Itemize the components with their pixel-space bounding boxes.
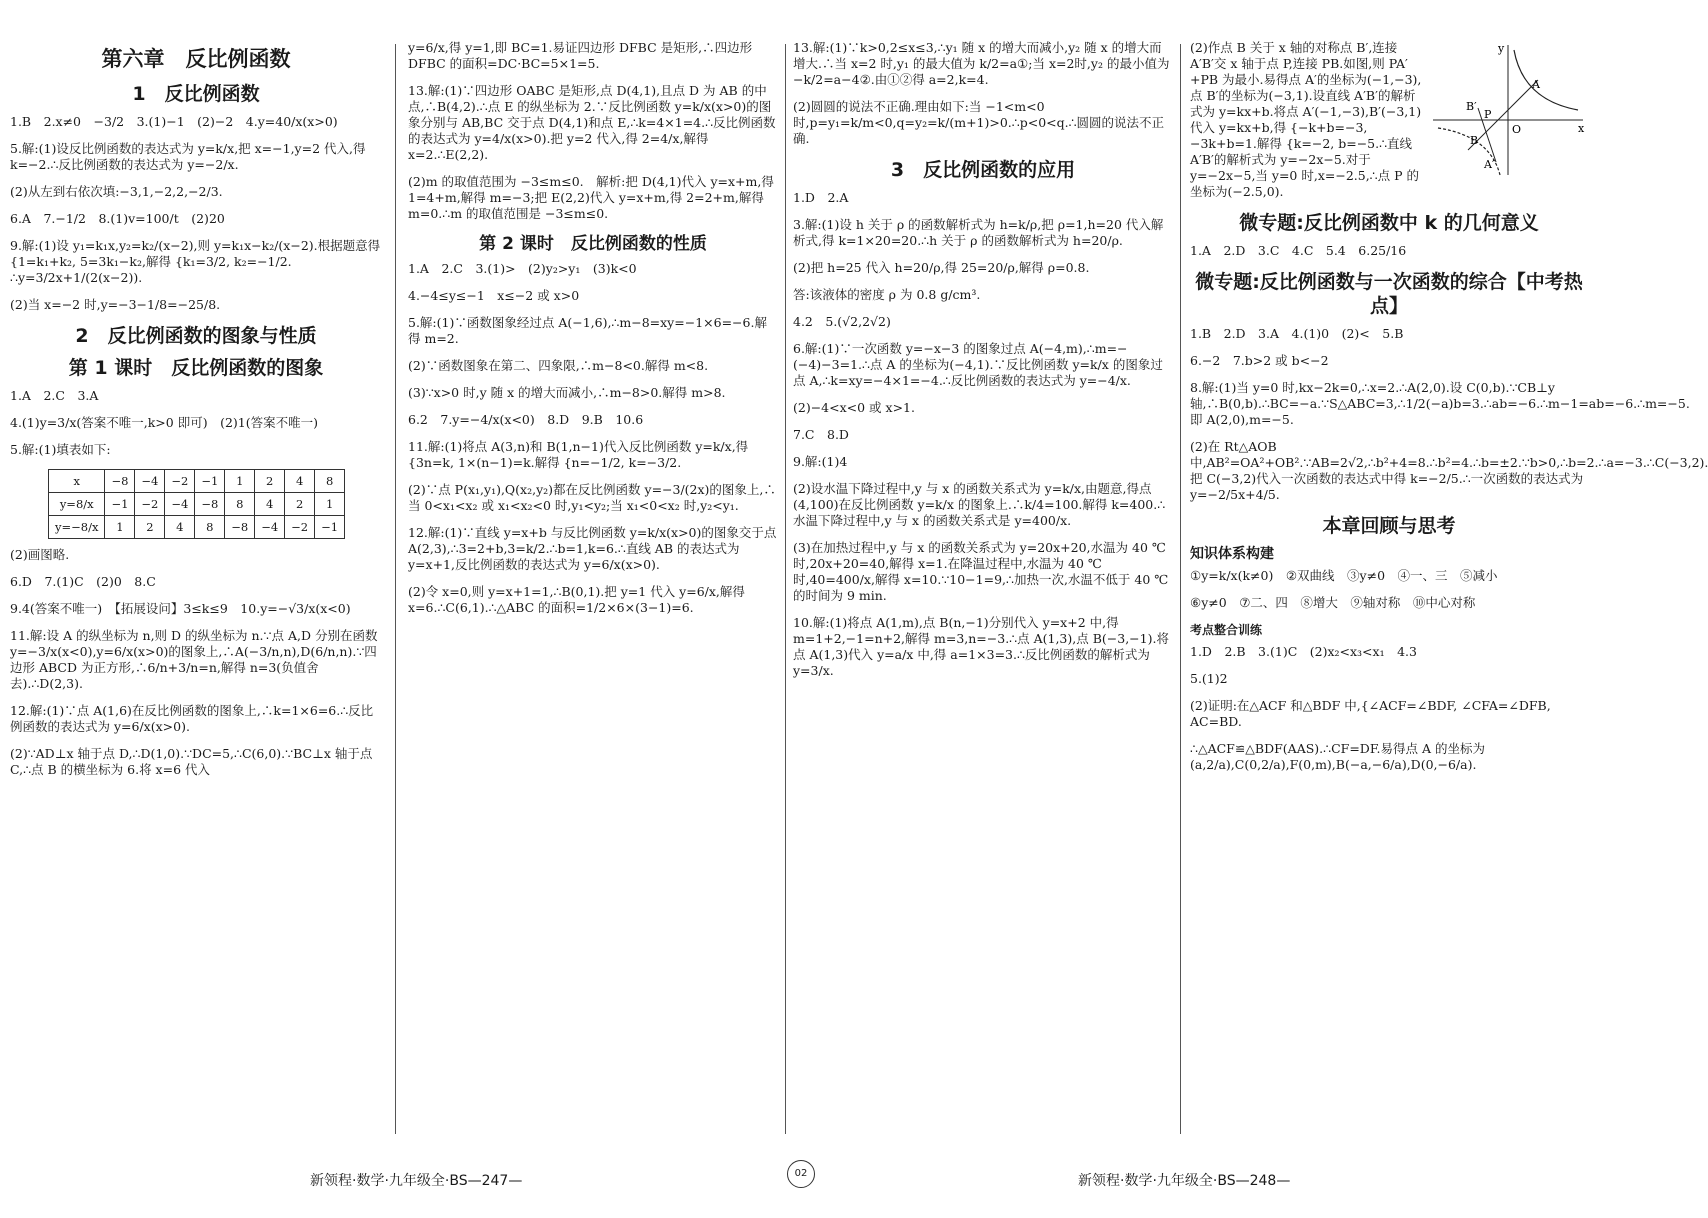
answer-text: (2)设水温下降过程中,y 与 x 的函数关系式为 y=k/x,由题意,得点(4,100)在反比例函数 y=k/x 的图象上.∴k/4=100.解得 k=400.∴水温下降过程中,y 与 x 的函数关系式是 y=400/x. bbox=[793, 481, 1166, 528]
answer-text: 1.A 2.D 3.C 4.C 5.4 6.25/16 bbox=[1190, 243, 1407, 258]
page-footer-left: 新领程·数学·九年级全·BS—247— bbox=[310, 1173, 523, 1189]
table-cell: y=8/x bbox=[49, 493, 105, 516]
answer-text: 4.−4≤y≤−1 x≤−2 或 x>0 bbox=[408, 288, 580, 303]
topic-title: 微专题:反比例函数与一次函数的综合【中考热点】 bbox=[1195, 271, 1583, 317]
answer-text: 1.B 2.D 3.A 4.(1)0 (2)< 5.B bbox=[1190, 326, 1404, 341]
answer-text: 5.解:(1)∵函数图象经过点 A(−1,6),∴m−8=xy=−1×6=−6.解得 m=2. bbox=[408, 315, 767, 346]
table-row bbox=[49, 470, 345, 493]
table-cell: 1 bbox=[105, 516, 135, 539]
answer-text: 5.解:(1)填表如下: bbox=[10, 442, 111, 457]
column-divider bbox=[785, 44, 786, 1134]
answer-text: 8.解:(1)当 y=0 时,kx−2k=0,∴x=2.∴A(2,0).设 C(0,b).∵CB⊥y 轴,∴B(0,b).∴BC=−a.∵S△ABC=3,∴1/2(−a)b=3.∴ab=−6.∴m−1=ab=−6.∴m=−5.即 A(2,0),m=−5. bbox=[1190, 380, 1690, 427]
answer-text: 6.A 7.−1/2 8.(1)v=100/t (2)20 bbox=[10, 211, 225, 226]
answer-text: 11.解:设 A 的纵坐标为 n,则 D 的纵坐标为 n.∵点 A,D 分别在函数 y=−3/x(x<0),y=6/x(x>0)的图象上,∴A(−3/n,n),D(6/n,n).∵四边形 ABCD 为正方形,∴6/n+3/n=n,解得 n=3(负值舍去).∴D(2,3). bbox=[10, 628, 378, 691]
answer-text: 6.−2 7.b>2 或 b<−2 bbox=[1190, 353, 1329, 368]
answer-text: (2)圆圆的说法不正确.理由如下:当 −1<m<0 时,p=y₁=k/m<0,q=y₂=k/(m+1)>0.∴p<0<q.∴圆圆的说法不正确. bbox=[793, 99, 1165, 146]
column-1 bbox=[10, 40, 382, 1140]
answer-text: 6.D 7.(1)C (2)0 8.C bbox=[10, 574, 156, 589]
answer-text: 5.解:(1)设反比例函数的表达式为 y=k/x,把 x=−1,y=2 代入,得 k=−2.∴反比例函数的表达式为 y=−2/x. bbox=[10, 141, 366, 172]
answer-text: (2)∵函数图象在第二、四象限,∴m−8<0.解得 m<8. bbox=[408, 358, 709, 373]
table-cell: y=−8/x bbox=[49, 516, 105, 539]
answer-text: 12.解:(1)∵点 A(1,6)在反比例函数的图象上,∴k=1×6=6.∴反比例函数的表达式为 y=6/x(x>0). bbox=[10, 703, 374, 734]
answer-text: (2)令 x=0,则 y=x+1=1,∴B(0,1).把 y=1 代入 y=6/x,解得 x=6.∴C(6,1).∴△ABC 的面积=1/2×6×(3−1)=6. bbox=[408, 584, 745, 615]
answer-text: (3)在加热过程中,y 与 x 的函数关系式为 y=20x+20,水温为 40 ℃时,20x+20=40,解得 x=1.在降温过程中,水温为 40 ℃时,40=400/x,解得 x=10.∵10−1=9,∴加热一次,水温不低于 40 ℃的时间为 9 min. bbox=[793, 540, 1169, 603]
table-row bbox=[49, 516, 345, 539]
column-divider bbox=[1180, 44, 1181, 1134]
topic-title: 微专题:反比例函数中 k 的几何意义 bbox=[1239, 212, 1539, 234]
point-label-bprime: B′ bbox=[1466, 100, 1477, 113]
table-cell: 2 bbox=[255, 470, 285, 493]
answer-text: 11.解:(1)将点 A(3,n)和 B(1,n−1)代入反比例函数 y=k/x,得 {3n=k, 1×(n−1)=k.解得 {n=−1/2, k=−3/2. bbox=[408, 439, 749, 470]
answer-text: (2)把 h=25 代入 h=20/ρ,得 25=20/ρ,解得 ρ=0.8. bbox=[793, 260, 1090, 275]
chapter-title: 第六章 反比例函数 bbox=[101, 47, 291, 71]
answer-text: (2)∵点 P(x₁,y₁),Q(x₂,y₂)都在反比例函数 y=−3/(2x)的图象上,∴当 0<x₁<x₂ 或 x₁<x₂<0 时,y₁<y₂;当 x₁<0<x₂ 时,y₂<y₁. bbox=[408, 482, 776, 513]
table-cell: −1 bbox=[105, 493, 135, 516]
table-cell: −4 bbox=[135, 470, 165, 493]
answer-text: ⑥y≠0 ⑦二、四 ⑧增大 ⑨轴对称 ⑩中心对称 bbox=[1190, 595, 1476, 610]
table-cell: 1 bbox=[225, 470, 255, 493]
answer-text: 1.A 2.C 3.A bbox=[10, 388, 99, 403]
table-cell: x bbox=[49, 470, 105, 493]
value-table bbox=[48, 469, 345, 539]
axis-label-x: x bbox=[1578, 122, 1585, 135]
table-cell: −8 bbox=[105, 470, 135, 493]
column-2 bbox=[408, 40, 778, 1140]
axis-label-y: y bbox=[1498, 42, 1505, 55]
answer-text: ①y=k/x(k≠0) ②双曲线 ③y≠0 ④一、三 ⑤减小 bbox=[1190, 568, 1498, 583]
point-label-p: P bbox=[1484, 108, 1492, 121]
answer-text: 9.解:(1)设 y₁=k₁x,y₂=k₂/(x−2),则 y=k₁x−k₂/(x−2).根据题意得 {1=k₁+k₂, 5=3k₁−k₂,解得 {k₁=3/2, k₂=−1/2. ∴y=3/2x+1/(2(x−2)). bbox=[10, 238, 381, 285]
answer-text: 4.2 5.(√2,2√2) bbox=[793, 314, 891, 329]
answer-text: 1.A 2.C 3.(1)> (2)y₂>y₁ (3)k<0 bbox=[408, 261, 637, 276]
line-ab bbox=[1468, 80, 1538, 150]
subsection-title: 知识体系构建 bbox=[1190, 546, 1274, 562]
point-label-b: B bbox=[1470, 134, 1479, 147]
point-label-aprime: A′ bbox=[1484, 158, 1495, 171]
answer-text: (3)∵x>0 时,y 随 x 的增大而减小,∴m−8>0.解得 m>8. bbox=[408, 385, 726, 400]
table-row bbox=[49, 493, 345, 516]
table-cell: 4 bbox=[165, 516, 195, 539]
answer-text: 4.(1)y=3/x(答案不唯一,k>0 即可) (2)1(答案不唯一) bbox=[10, 415, 318, 430]
origin-label: O bbox=[1512, 123, 1522, 136]
answer-text: y=6/x,得 y=1,即 BC=1.易证四边形 DFBC 是矩形,∴四边形 DFBC 的面积=DC·BC=5×1=5. bbox=[408, 40, 753, 71]
subsection-title: 考点整合训练 bbox=[1190, 623, 1263, 637]
section-title: 3 反比例函数的应用 bbox=[890, 159, 1076, 181]
answer-text: 6.2 7.y=−4/x(x<0) 8.D 9.B 10.6 bbox=[408, 412, 644, 427]
lesson-title: 第 2 课时 反比例函数的性质 bbox=[479, 234, 707, 254]
lesson-title: 第 1 课时 反比例函数的图象 bbox=[68, 357, 324, 379]
answer-text: 1.D 2.B 3.(1)C (2)x₂<x₃<x₁ 4.3 bbox=[1190, 644, 1417, 659]
answer-text: 1.D 2.A bbox=[793, 190, 849, 205]
table-cell: −1 bbox=[315, 516, 345, 539]
answer-text: ∴△ACF≌△BDF(AAS).∴CF=DF.易得点 A 的坐标为(a,2/a),C(0,2/a),F(0,m),B(−a,−6/a),D(0,−6/a). bbox=[1190, 741, 1486, 772]
page-number-badge: 02 bbox=[787, 1160, 815, 1188]
answer-text: 9.4(答案不唯一) 【拓展设问】3≤k≤9 10.y=−√3/x(x<0) bbox=[10, 601, 351, 616]
answer-text: 13.解:(1)∵k>0,2≤x≤3,∴y₁ 随 x 的增大而减小,y₂ 随 x 的增大而增大.∴当 x=2 时,y₁ 的最大值为 k/2=a①;当 x=2时,y₂ 的最小值为 −k/2=a−4②.由①②得 a=2,k=4. bbox=[793, 40, 1170, 87]
table-cell: −4 bbox=[165, 493, 195, 516]
table-cell: 1 bbox=[315, 493, 345, 516]
table-cell: 2 bbox=[135, 516, 165, 539]
answer-text: 10.解:(1)将点 A(1,m),点 B(n,−1)分别代入 y=x+2 中,得 m=1+2,−1=n+2,解得 m=3,n=−3.∴点 A(1,3),点 B(−3,−1).将点 A(1,3)代入 y=a/x 中,得 a=1×3=3.∴反比例函数的解析式为 y=3/x. bbox=[793, 615, 1169, 678]
function-graph-figure bbox=[1428, 40, 1588, 180]
answer-text: (2)当 x=−2 时,y=−3−1/8=−25/8. bbox=[10, 297, 221, 312]
table-cell: −2 bbox=[135, 493, 165, 516]
column-3 bbox=[793, 40, 1173, 1140]
table-cell: −4 bbox=[255, 516, 285, 539]
table-cell: 8 bbox=[225, 493, 255, 516]
column-divider bbox=[395, 44, 396, 1134]
section-title: 本章回顾与思考 bbox=[1322, 515, 1456, 537]
answer-text: 12.解:(1)∵直线 y=x+b 与反比例函数 y=k/x(x>0)的图象交于点 A(2,3),∴3=2+b,3=k/2.∴b=1,k=6.∴直线 AB 的表达式为 y=x+1,反比例函数的表达式为 y=6/x(x>0). bbox=[408, 525, 777, 572]
answer-text: (2)在 Rt△AOB 中,AB²=OA²+OB².∵AB=2√2,∴b²+4=8.∴b²=4.∴b=±2.∵b>0,∴b=2.∴a=−3.∴C(−3,2).把 C(−3,2)代入一次函数的表达式中得 k=−2/5.∴一次函数的表达式为 y=−2/5x+4/5. bbox=[1190, 439, 1708, 502]
answer-text: 13.解:(1)∵四边形 OABC 是矩形,点 D(4,1),且点 D 为 AB 的中点,∴B(4,2).∴点 E 的纵坐标为 2.∵反比例函数 y=k/x(x>0)的图象分别与 AB,BC 交于点 D(4,1)和点 E,∴k=4×1=4.∴反比例函数的表达式为 y=4/x(x>0).把 y=2 代入,得 2=4/x,解得 x=2.∴E(2,2). bbox=[408, 83, 776, 162]
answer-text: (2)∵AD⊥x 轴于点 D,∴D(1,0).∵DC=5,∴C(6,0).∵BC⊥x 轴于点 C,∴点 B 的横坐标为 6.将 x=6 代入 bbox=[10, 746, 373, 777]
answer-text: 5.(1)2 bbox=[1190, 671, 1228, 686]
hyperbola-branch bbox=[1514, 50, 1578, 110]
table-cell: 2 bbox=[285, 493, 315, 516]
answer-text: (2)m 的取值范围为 −3≤m≤0. 解析:把 D(4,1)代入 y=x+m,得 1=4+m,解得 m=−3;把 E(2,2)代入 y=x+m,得 2=2+m,解得 m=0.∴m 的取值范围是 −3≤m≤0. bbox=[408, 174, 774, 221]
table-cell: −2 bbox=[285, 516, 315, 539]
answer-text: (2)从左到右依次填:−3,1,−2,2,−2/3. bbox=[10, 184, 223, 199]
answer-text: (2)证明:在△ACF 和△BDF 中,{∠ACF=∠BDF, ∠CFA=∠DFB, AC=BD. bbox=[1190, 698, 1551, 729]
table-cell: 4 bbox=[255, 493, 285, 516]
table-cell: −1 bbox=[195, 470, 225, 493]
table-cell: 4 bbox=[285, 470, 315, 493]
answer-text: (2)−4<x<0 或 x>1. bbox=[793, 400, 915, 415]
section-title: 2 反比例函数的图象与性质 bbox=[75, 325, 317, 347]
answer-text: (2)画图略. bbox=[10, 547, 70, 562]
column-4 bbox=[1190, 40, 1708, 1140]
answer-text: 1.B 2.x≠0 −3/2 3.(1)−1 (2)−2 4.y=40/x(x>0) bbox=[10, 114, 338, 129]
page-footer-right: 新领程·数学·九年级全·BS—248— bbox=[1078, 1173, 1291, 1189]
table-cell: 8 bbox=[315, 470, 345, 493]
table-cell: −2 bbox=[165, 470, 195, 493]
table-cell: −8 bbox=[225, 516, 255, 539]
answer-text: 6.解:(1)∵一次函数 y=−x−3 的图象过点 A(−4,m),∴m=−(−4)−3=1.∴点 A 的坐标为(−4,1).∵反比例函数 y=k/x 的图象过点 A,∴k=xy=−4×1=−4.∴反比例函数的表达式为 y=−4/x. bbox=[793, 341, 1163, 388]
table-cell: −8 bbox=[195, 493, 225, 516]
answer-text: 答:该液体的密度 ρ 为 0.8 g/cm³. bbox=[793, 287, 981, 302]
answer-text: (2)作点 B 关于 x 轴的对称点 B′,连接 A′B′交 x 轴于点 P,连接 PB.如图,则 PA′+PB 为最小.易得点 A′的坐标为(−1,−3),点 B′的坐标为(−3,1).设直线 A′B′的解析式为 y=kx+b.将点 A′(−1,−3),B′(−3,1)代入 y=kx+b,得 {−k+b=−3, −3k+b=1.解得 {k=−2, b=−5.∴直线 A′B′的解析式为 y=−2x−5.对于 y=−2x−5,当 y=0 时,x=−2.5,∴点 P 的坐标为(−2.5,0). bbox=[1190, 40, 1422, 199]
answer-text: 9.解:(1)4 bbox=[793, 454, 848, 469]
table-cell: 8 bbox=[195, 516, 225, 539]
answer-text: 7.C 8.D bbox=[793, 427, 849, 442]
answer-text: 3.解:(1)设 h 关于 ρ 的函数解析式为 h=k/ρ,把 ρ=1,h=20 代入解析式,得 k=1×20=20.∴h 关于 ρ 的函数解析式为 h=20/ρ. bbox=[793, 217, 1164, 248]
section-title: 1 反比例函数 bbox=[132, 83, 260, 105]
point-label-a: A bbox=[1532, 78, 1540, 91]
